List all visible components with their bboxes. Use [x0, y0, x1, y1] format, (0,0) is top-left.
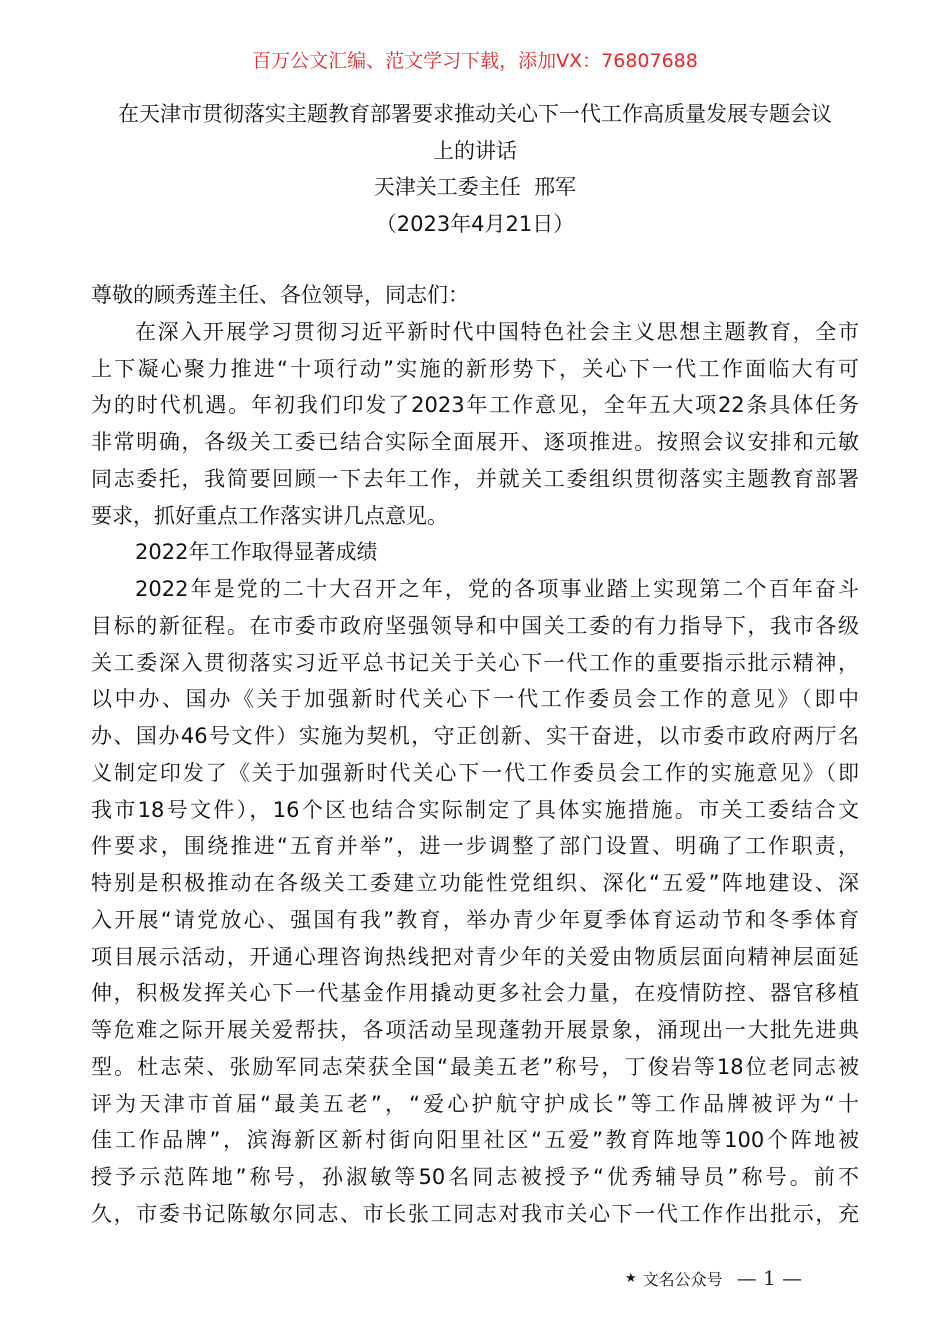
- body-text-line: 型。杜志荣、张励军同志荣获全国“最美五老”称号，丁俊岩等18位老同志被: [91, 1054, 859, 1079]
- body-text-line: 义制定印发了《关于加强新时代关心下一代工作委员会工作的实施意见》（即: [91, 760, 859, 785]
- document-author: 天津关工委主任 邢军: [373, 175, 577, 199]
- body-text-line: 以中办、国办《关于加强新时代关心下一代工作委员会工作的意见》（即中: [91, 687, 859, 712]
- body-text-line: 特别是积极推动在各级关工委建立功能性党组织、深化“五爱”阵地建设、深: [91, 871, 859, 895]
- body-text-line: 伸，积极发挥关心下一代基金作用撬动更多社会力量，在疫情防控、器官移植: [91, 981, 859, 1006]
- body-text-line: 同志委托，我简要回顾一下去年工作，并就关工委组织贯彻落实主题教育部署: [91, 466, 859, 491]
- body-text-line: 非常明确，各级关工委已结合实际全面展开、逐项推进。按照会议安排和元敏: [91, 430, 859, 454]
- watermark-banner: 百万公文汇编、范文学习下载，添加VX：76807688: [252, 50, 698, 72]
- page-footer: [625, 1266, 802, 1290]
- body-text-line: 项目展示活动，开通心理咨询热线把对青少年的关爱由物质层面向精神层面延: [91, 944, 859, 969]
- document-date: （2023年4月21日）: [375, 212, 575, 236]
- body-text-line: 等危难之际开展关爱帮扶，各项活动呈现蓬勃开展景象，涌现出一大批先进典: [91, 1018, 859, 1042]
- body-text-line: 我市18号文件），16个区也结合实际制定了具体实施措施。市关工委结合文: [91, 797, 859, 822]
- body-text-line: 评为天津市首届“最美五老”，“爱心护航守护成长”等工作品牌被评为“十: [91, 1091, 859, 1116]
- body-text-line: 在深入开展学习贯彻习近平新时代中国特色社会主义思想主题教育，全市: [135, 319, 859, 344]
- body-text-line: 关工委深入贯彻落实习近平总书记关于关心下一代工作的重要指示批示精神，: [91, 650, 859, 675]
- body-text-line: 授予示范阵地”称号，孙淑敏等50名同志被授予“优秀辅导员”称号。前不: [91, 1165, 859, 1189]
- body-text-line: 佳工作品牌”，滨海新区新村街向阳里社区“五爱”教育阵地等100个阵地被: [91, 1128, 859, 1153]
- body-text-line: 久，市委书记陈敏尔同志、市长张工同志对我市关心下一代工作作出批示，充: [91, 1201, 859, 1226]
- body-text-line: 尊敬的顾秀莲主任、各位领导，同志们：: [91, 283, 469, 307]
- document-title-line-2: 上的讲话: [433, 139, 517, 163]
- document-title-line-1: 在天津市贯彻落实主题教育部署要求推动关心下一代工作高质量发展专题会议: [118, 102, 832, 126]
- body-text-line: 为的时代机遇。年初我们印发了2023年工作意见，全年五大项22条具体任务: [91, 393, 859, 418]
- star-icon: ★: [625, 1270, 637, 1286]
- footer-label: 文名公众号: [642, 1269, 723, 1289]
- body-text-line: 目标的新征程。在市委市政府坚强领导和中国关工委的有力指导下，我市各级: [91, 613, 859, 638]
- body-text-line: 2022年工作取得显著成绩: [135, 540, 378, 565]
- body-text-line: 要求，抓好重点工作落实讲几点意见。: [91, 503, 448, 528]
- page-number: — 1 —: [736, 1266, 803, 1290]
- body-text-line: 办、国办46号文件）实施为契机，守正创新、实干奋进，以市委市政府两厅名: [91, 724, 859, 748]
- body-text-line: 入开展“请党放心、强国有我”教育，举办青少年夏季体育运动节和冬季体育: [91, 907, 859, 932]
- body-text-line: 上下凝心聚力推进“十项行动”实施的新形势下，关心下一代工作面临大有可: [91, 356, 859, 381]
- body-text-line: 2022年是党的二十大召开之年，党的各项事业踏上实现第二个百年奋斗: [135, 577, 859, 601]
- body-text-line: 件要求，围绕推进“五育并举”，进一步调整了部门设置、明确了工作职责，: [91, 834, 859, 859]
- document-body: [91, 277, 859, 1233]
